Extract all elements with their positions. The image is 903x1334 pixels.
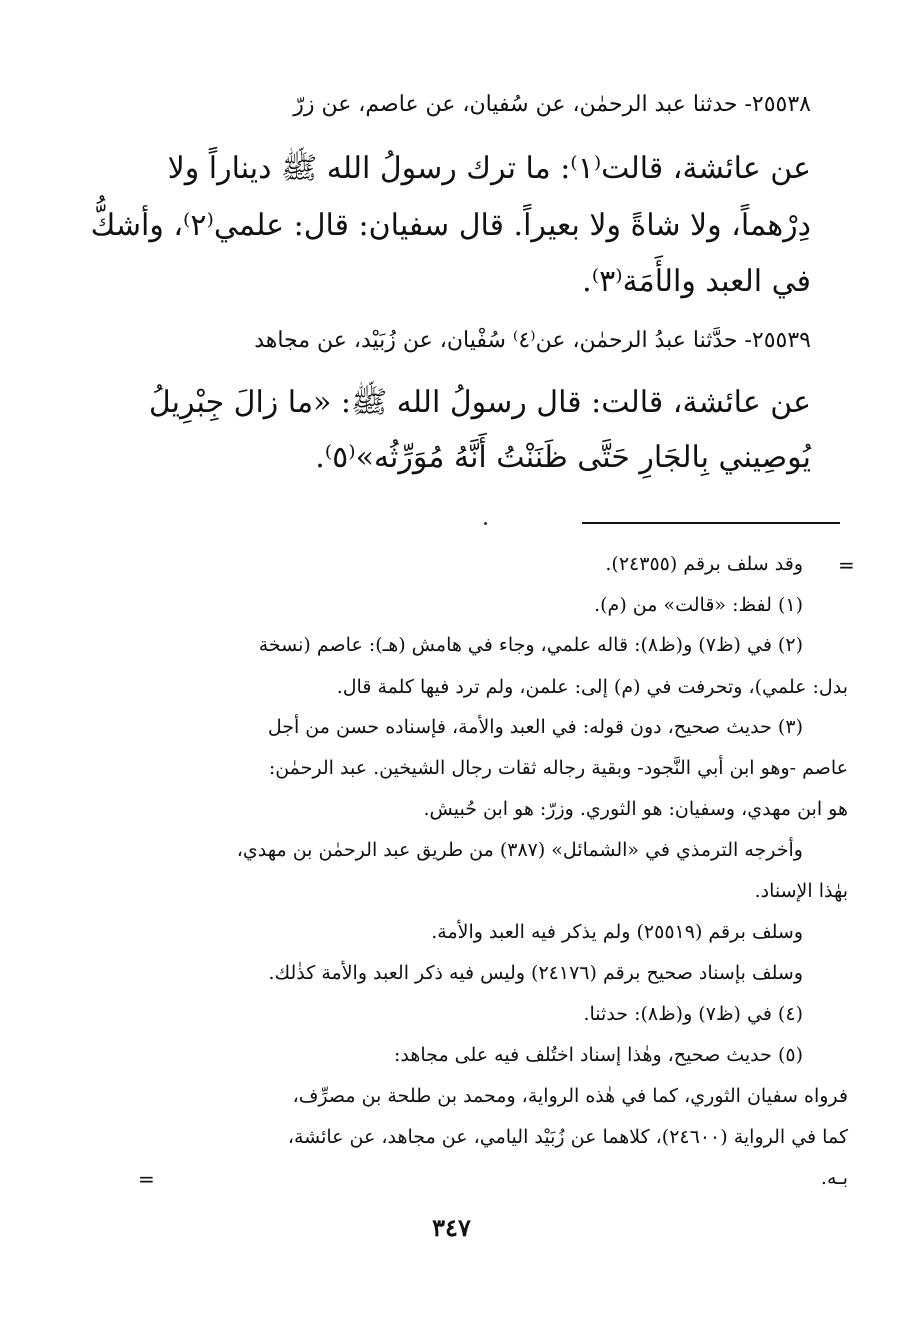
hadith-25539-isnad: ٢٥٥٣٩- حدَّثنا عبدُ الرحمٰن، عن⁽٤⁾ سُفْيان، عن زُبَيْد، عن مجاهد bbox=[254, 328, 811, 353]
footnote-3-line-5: بهٰذا الإسناد. bbox=[754, 880, 848, 902]
footnote-4: (٤) في (ظ٧) و(ظ٨): حدثنا. bbox=[583, 1003, 803, 1025]
hadith-25539-matn-line-2: يُوصِيني بِالجَارِ حَتَّى ظَنَنْتُ أَنَّهُ مُوَرِّثُه»⁽٥⁾. bbox=[315, 440, 811, 475]
hadith-25538-matn-line-1: عن عائشة، قالت⁽١⁾: ما ترك رسولُ الله ﷺ ديناراً ولا bbox=[167, 151, 811, 186]
continuation-marker-bottom: = bbox=[138, 1167, 155, 1191]
footnote-5-line-1: (٥) حديث صحيح، وهٰذا إسناد اختُلف فيه على مجاهد: bbox=[394, 1044, 803, 1066]
footnote-3-line-4: وأخرجه الترمذي في «الشمائل» (٣٨٧) من طريق عبد الرحمٰن بن مهدي، bbox=[236, 839, 803, 861]
continuation-marker-top: = bbox=[838, 553, 855, 577]
footnote-separator bbox=[582, 522, 840, 524]
hadith-25539-matn-line-1: عن عائشة، قالت: قال رسولُ الله ﷺ: «ما زالَ جِبْرِيلُ bbox=[148, 385, 811, 420]
footnote-2-line-1: (٢) في (ظ٧) و(ظ٨): قاله علمي، وجاء في هامش (هـ): عاصم (نسخة bbox=[258, 634, 803, 656]
footnote-3-line-6: وسلف برقم (٢٥٥١٩) ولم يذكر فيه العبد والأمة. bbox=[431, 921, 803, 943]
hadith-25538-matn-line-2: دِرْهماً، ولا شاةً ولا بعيراً. قال سفيان: قال: علمي⁽٢⁾، وأشكُّ bbox=[90, 208, 811, 243]
footnote-3-line-2: عاصم -وهو ابن أبي النَّجود- وبقية رجاله ثقات رجال الشيخين. عبد الرحمٰن: bbox=[268, 757, 848, 779]
footnote-1: (١) لفظ: «قالت» من (م). bbox=[594, 594, 803, 616]
footnote-line: وقد سلف برقم (٢٤٣٥٥). bbox=[605, 553, 803, 575]
hadith-25538-matn-line-3: في العبد والأَمَة⁽٣⁾. bbox=[582, 264, 811, 299]
footnote-3-line-7: وسلف بإسناد صحيح برقم (٢٤١٧٦) وليس فيه ذكر العبد والأمة كذٰلك. bbox=[268, 962, 803, 984]
page-number: ٣٤٧ bbox=[432, 1213, 471, 1242]
footnote-5-line-4: بـه. bbox=[820, 1167, 848, 1189]
stray-dot bbox=[484, 522, 487, 525]
hadith-25538-isnad: ٢٥٥٣٨- حدثنا عبد الرحمٰن، عن سُفيان، عن عاصم، عن زرّ bbox=[293, 92, 811, 117]
footnote-3-line-3: هو ابن مهدي، وسفيان: هو الثوري. وزرّ: هو ابن حُبيش. bbox=[423, 798, 848, 820]
footnote-3-line-1: (٣) حديث صحيح، دون قوله: في العبد والأمة، فإسناده حسن من أجل bbox=[267, 716, 803, 738]
footnote-5-line-3: كما في الرواية (٢٤٦٠٠)، كلاهما عن زُبَيْد اليامي، عن مجاهد، عن عائشة، bbox=[287, 1126, 848, 1148]
footnote-2-line-2: بدل: علمي)، وتحرفت في (م) إلى: علمن، ولم ترد فيها كلمة قال. bbox=[336, 676, 848, 698]
footnote-5-line-2: فرواه سفيان الثوري، كما في هٰذه الرواية، ومحمد بن طلحة بن مصرِّف، bbox=[292, 1085, 848, 1107]
